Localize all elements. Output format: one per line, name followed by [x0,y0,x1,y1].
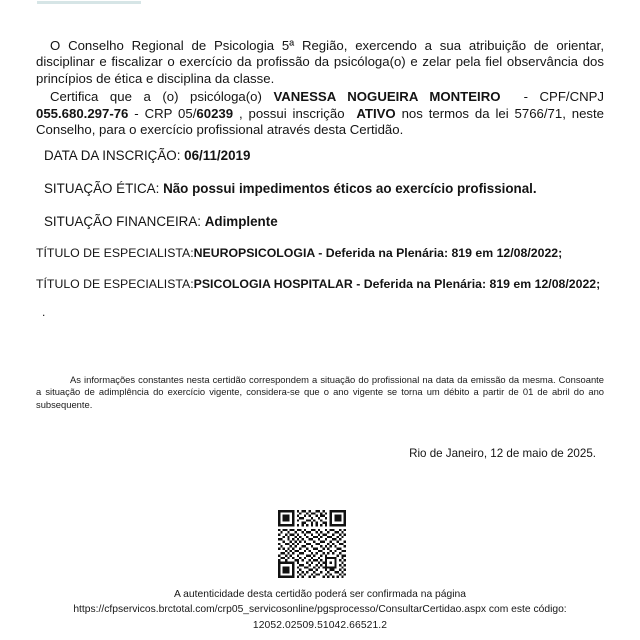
professional-name: VANESSA NOGUEIRA MONTEIRO [273,89,501,105]
field-label: DATA DA INSCRIÇÃO: [44,148,181,163]
top-accent-rule [37,1,141,4]
field-value: 06/11/2019 [184,148,251,163]
specialist-title-row [36,246,616,261]
specialist-label: TÍTULO DE ESPECIALISTA: [36,246,194,260]
certifies-lead: Certifica que a (o) psicóloga(o) [50,89,262,105]
legal-note: As informações constantes nesta certidão correspondem a situação do profissional na data da emissão da mesma. Consoante a situação de adimplência do exercício vigente, considera-se que o ano vigente se torna um débito a partir de 01 de abril do ano subsequente. [36,374,604,410]
specialist-value: NEUROPSICOLOGIA - Deferida na Plenária: 819 em 12/08/2022; [193,246,563,260]
field-situacao-financeira [44,214,604,230]
footer-line-1: A autenticidade desta certidão poderá ser confirmada na página [174,589,466,600]
certidao-body [36,38,604,138]
place-and-date: Rio de Janeiro, 12 de maio de 2025. [409,447,596,460]
specialist-label: TÍTULO DE ESPECIALISTA: [36,277,194,291]
field-data-inscricao [44,148,604,164]
status-fields [44,148,604,247]
qr-code-graphic [272,510,352,578]
intro-paragraph: O Conselho Regional de Psicologia 5ª Região, exercendo a sua atribuição de orientar, disciplinar e fiscalizar o exercício da profissão da psicóloga(o) e zelar pela fiel observância dos princípios de ética e disciplina da classe. [36,38,604,86]
crp-value: 60239 [196,105,234,121]
certification-tail: nos termos da lei 5766/71, neste Conselho, para o exercício profissional através desta Certidão. [36,105,605,138]
cpf-value: 055.680.297-76 [36,105,129,121]
cpf-label: - CPF/CNPJ [523,89,605,105]
inscription-lead: , possui inscrição [238,105,345,121]
verification-footer [20,588,620,634]
field-value: Não possui impedimentos éticos ao exercício profissional. [163,181,537,196]
crp-label: - CRP 05/ [134,105,197,121]
specialist-title-row [36,277,616,292]
inscription-status: ATIVO [356,105,396,121]
field-value: Adimplente [204,214,278,229]
verification-code: 12052.02509.51042.66521.2 [252,620,388,632]
specialist-titles [36,246,616,308]
field-situacao-etica [44,181,604,197]
stray-punctuation-mark: . [42,305,46,319]
verification-url: https://cfpservicos.brctotal.com/crp05_servicosonline/pgsprocesso/ConsultarCertidao.aspx com este código: [73,603,567,615]
specialist-value: PSICOLOGIA HOSPITALAR - Deferida na Plenária: 819 em 12/08/2022; [193,277,601,291]
field-label: SITUAÇÃO FINANCEIRA: [44,214,201,229]
qr-code [272,510,352,578]
field-label: SITUAÇÃO ÉTICA: [44,181,160,196]
certification-paragraph [36,89,604,138]
